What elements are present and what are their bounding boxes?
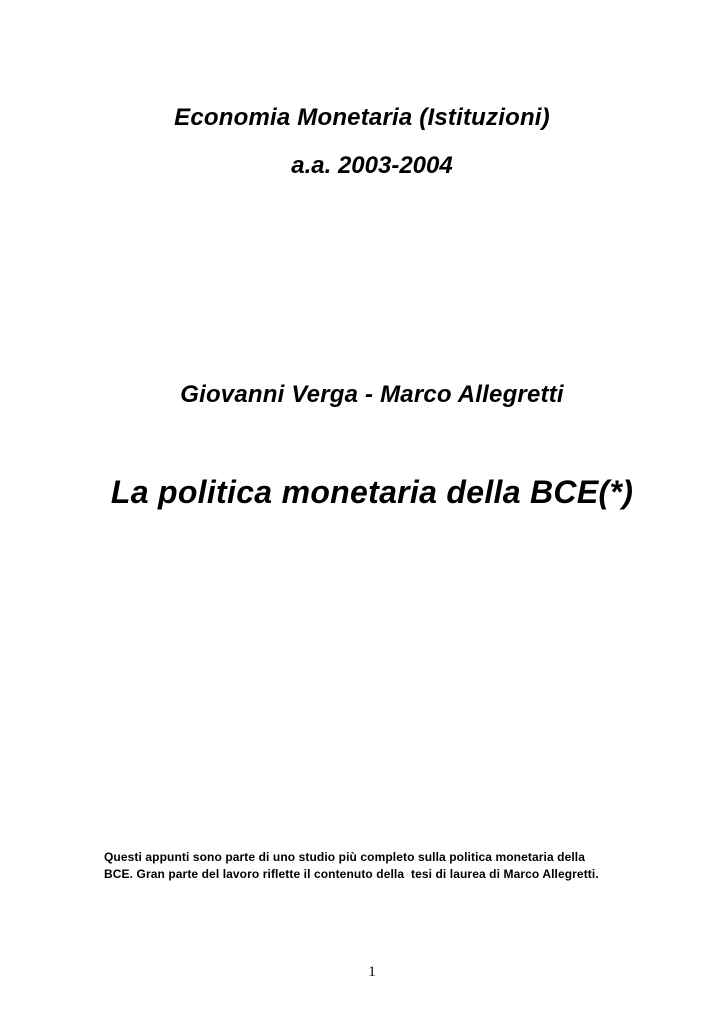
footnote [104,849,664,883]
footnote-line: Questi appunti sono parte di uno studio più completo sulla politica monetaria della [104,850,586,864]
course-title: Economia Monetaria (Istituzioni) [174,104,550,131]
document-title: La politica monetaria della BCE(*) [110,474,634,510]
footnote-line: BCE. Gran parte del lavoro riflette il contenuto della tesi di laurea di Marco Allegretti. [104,867,599,881]
page-number: 1 [368,964,376,980]
academic-year: a.a. 2003-2004 [291,152,453,179]
authors: Giovanni Verga - Marco Allegretti [180,381,564,408]
